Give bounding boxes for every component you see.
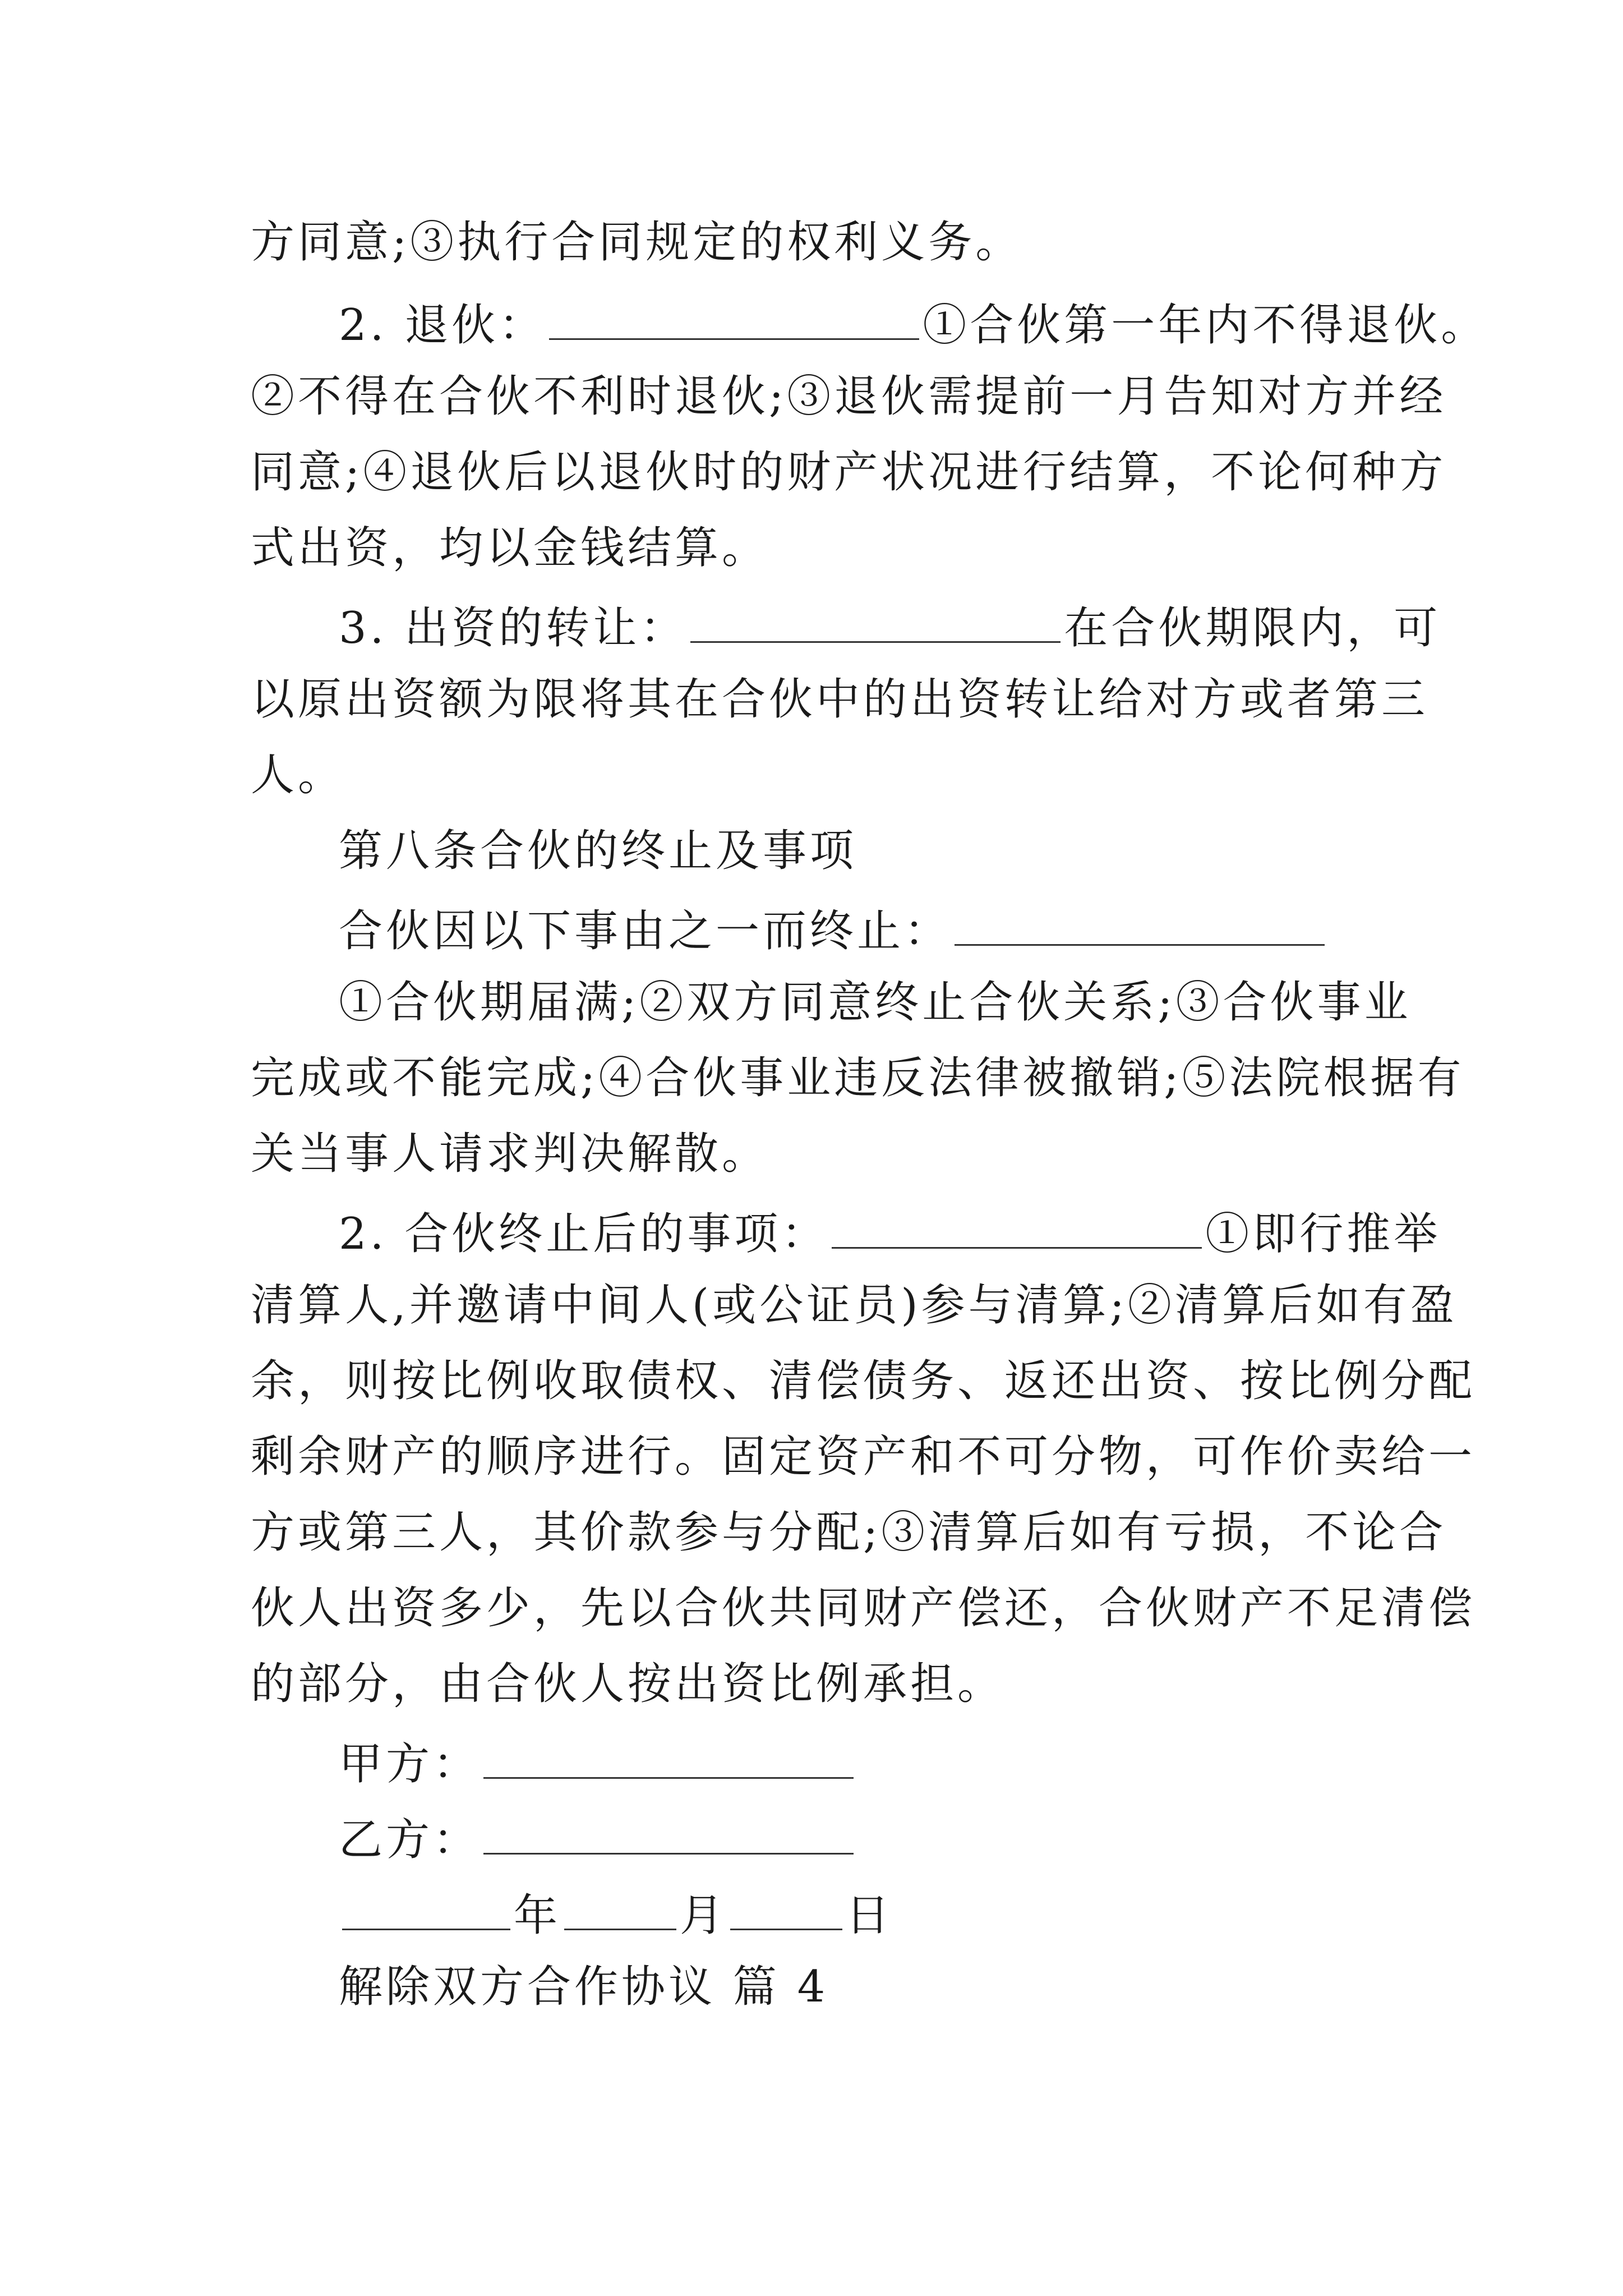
party-b-blank[interactable] — [483, 1814, 854, 1855]
clause-label: 2. 合伙终止后的事项： — [339, 1209, 829, 1259]
paragraph-line: ②不得在合伙不利时退伙;③退伙需提前一月告知对方并经 — [251, 371, 1447, 422]
clause-text: 在合伙期限内，可 — [1064, 603, 1441, 654]
paragraph-line: 伙人出资多少，先以合伙共同财产偿还，合伙财产不足清偿 — [251, 1583, 1476, 1634]
year-blank[interactable] — [342, 1889, 510, 1930]
clause-after-termination — [339, 1208, 1441, 1259]
party-a-blank[interactable] — [483, 1738, 854, 1779]
paragraph-line: 的部分，由合伙人按出资比例承担。 — [251, 1659, 1005, 1709]
paragraph-line: 余，则按比例收取债权、清偿债务、返还出资、按比例分配 — [251, 1356, 1476, 1406]
clause-withdrawal — [339, 299, 1488, 351]
paragraph-line: 同意;④退伙后以退伙时的财产状况进行结算，不论何种方 — [251, 447, 1447, 498]
paragraph-line: 以原出资额为限将其在合伙中的出资转让给对方或者第三 — [251, 674, 1429, 725]
clause-transfer — [339, 602, 1441, 654]
section-heading: 解除双方合作协议 篇 4 — [339, 1962, 829, 2012]
paragraph-line: 剩余财产的顺序进行。固定资产和不可分物，可作价卖给一 — [251, 1432, 1476, 1482]
day-blank[interactable] — [730, 1889, 842, 1930]
paragraph-line: 人。 — [251, 750, 345, 800]
fill-blank[interactable] — [955, 905, 1325, 946]
article-heading: 第八条合伙的终止及事项 — [339, 826, 857, 876]
clause-text: ①即行推举 — [1205, 1209, 1441, 1259]
clause-termination — [339, 905, 1328, 956]
clause-label: 3. 出资的转让： — [339, 603, 688, 654]
paragraph-line: 清算人,并邀请中间人(或公证员)参与清算;②清算后如有盈 — [251, 1280, 1458, 1331]
fill-blank[interactable] — [832, 1208, 1202, 1249]
fill-blank[interactable] — [549, 299, 919, 340]
paragraph-line: 方同意;③执行合同规定的权利义务。 — [251, 217, 1023, 268]
fill-blank[interactable] — [690, 602, 1061, 643]
clause-label: 合伙因以下事由之一而终止： — [339, 906, 952, 956]
party-a-label: 甲方： — [339, 1739, 481, 1789]
party-b-label: 乙方： — [339, 1815, 481, 1865]
day-label: 日 — [846, 1890, 893, 1941]
month-blank[interactable] — [564, 1889, 676, 1930]
paragraph-line: 完成或不能完成;④合伙事业违反法律被撤销;⑤法院根据有 — [251, 1053, 1465, 1103]
paragraph-line: ①合伙期届满;②双方同意终止合伙关系;③合伙事业 — [339, 977, 1412, 1028]
signature-date — [339, 1889, 893, 1941]
paragraph-line: 方或第三人，其价款参与分配;③清算后如有亏损，不论合 — [251, 1507, 1447, 1558]
paragraph-line: 关当事人请求判决解散。 — [251, 1129, 769, 1179]
signature-party-a — [339, 1738, 857, 1789]
signature-party-b — [339, 1814, 857, 1865]
paragraph-line: 式出资，均以金钱结算。 — [251, 523, 769, 573]
clause-text: ①合伙第一年内不得退伙。 — [923, 300, 1488, 351]
month-label: 月 — [680, 1890, 727, 1941]
year-label: 年 — [514, 1890, 561, 1941]
clause-label: 2. 退伙： — [339, 300, 546, 351]
